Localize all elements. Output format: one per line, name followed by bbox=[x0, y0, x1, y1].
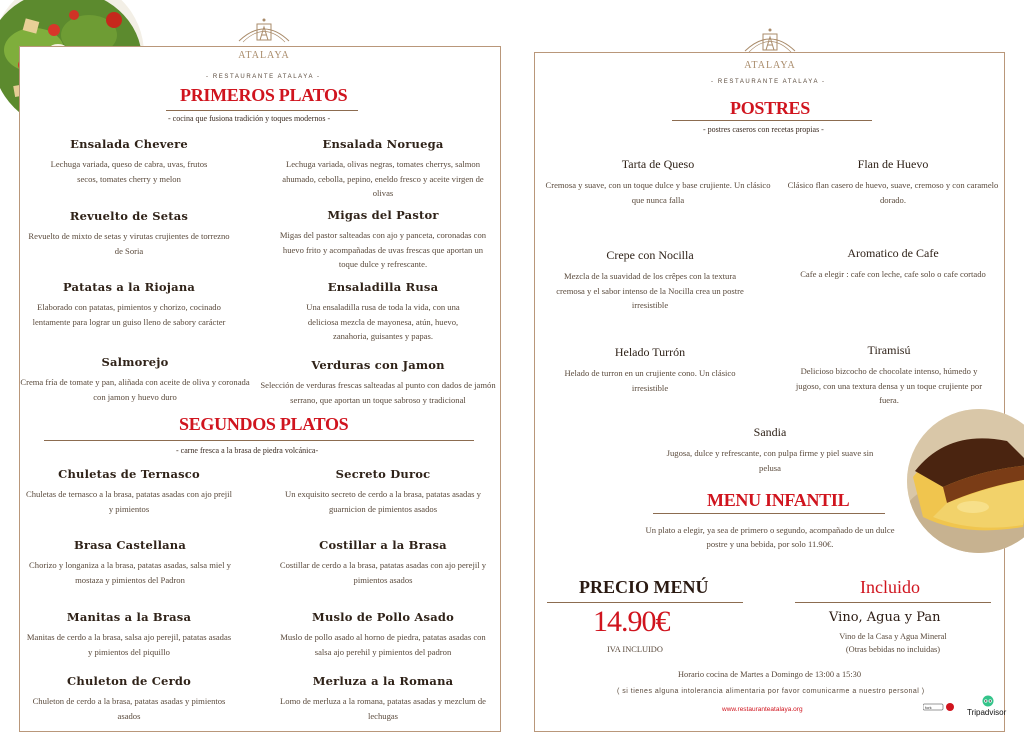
dish-verduras-jamon bbox=[260, 358, 496, 407]
dish-name: Muslo de Pollo Asado bbox=[312, 610, 454, 624]
dish-salmorejo bbox=[20, 355, 250, 404]
infantil-title: MENU INFANTIL bbox=[707, 490, 850, 510]
precio-value: 14.90€ bbox=[593, 605, 670, 638]
dish-description: Lechuga variada, queso de cabra, uvas, frutos secos, tomates cherry y melon bbox=[50, 159, 208, 184]
dish-manitas-brasa bbox=[24, 610, 234, 659]
infantil-text: Un plato a elegir, ya sea de primero o segundo, acompañado de un dulce postre y una bebida, por solo 11.90€. bbox=[645, 525, 895, 549]
dish-name: Flan de Huevo bbox=[857, 157, 929, 171]
dish-description: Mezcla de la suavidad de los crêpes con la textura cremosa y el sabor intenso de la Nocilla crea un postre irresistible bbox=[556, 271, 744, 310]
dish-name: Chuleton de Cerdo bbox=[67, 674, 191, 688]
dish-description: Costillar de cerdo a la brasa, patatas asadas con ajo perejil y pimientos asados bbox=[279, 560, 487, 585]
restaurant-tagline: - RESTAURANTE ATALAYA - bbox=[206, 74, 321, 80]
dish-name: Merluza a la Romana bbox=[312, 674, 454, 688]
dish-description: Helado de turron en un crujiente cono. Un clásico irresistible bbox=[564, 368, 736, 393]
dish-name: Sandia bbox=[753, 425, 787, 439]
dish-name: Chuletas de Ternasco bbox=[58, 467, 200, 481]
incluido-title: Incluido bbox=[860, 577, 920, 597]
dish-name: Ensalada Noruega bbox=[322, 137, 444, 151]
dish-description: Clásico flan casero de huevo, suave, cremoso y con caramelo dorado. bbox=[787, 180, 999, 205]
dessert-crepe-nocilla bbox=[549, 248, 751, 313]
dish-description: Migas del pastor salteadas con ajo y panceta, coronadas con huevo frito y acompañadas de uvas frescas que aportan un toque dulce y refrescante. bbox=[279, 230, 487, 269]
dish-description: Revuelto de mixto de setas y virutas crujientes de torrezno de Soria bbox=[28, 231, 230, 256]
segundos-rule bbox=[44, 440, 474, 441]
segundos-title: SEGUNDOS PLATOS bbox=[179, 414, 349, 434]
cheesecake-photo bbox=[903, 407, 1024, 555]
crest-icon bbox=[233, 15, 295, 45]
tripadvisor-label: Tripadvisor bbox=[967, 708, 1007, 717]
dish-name: Patatas a la Riojana bbox=[62, 280, 196, 294]
alergias-text: ( si tienes alguna intolerancia alimentaria por favor comunicarme a nuestro personal ) bbox=[617, 688, 925, 695]
dish-name: Salmorejo bbox=[101, 355, 169, 369]
dish-chuletas-ternasco bbox=[24, 467, 234, 516]
dish-ensalada-noruega bbox=[276, 137, 490, 201]
restaurant-tagline: - RESTAURANTE ATALAYA - bbox=[711, 79, 826, 85]
dish-ensaladilla-rusa bbox=[276, 280, 490, 344]
segundos-subtitle: - carne fresca a la brasa de piedra volcánica- bbox=[176, 446, 319, 455]
dish-name: Costillar a la Brasa bbox=[319, 538, 447, 552]
dish-name: Ensaladilla Rusa bbox=[327, 280, 439, 294]
dish-name: Crepe con Nocilla bbox=[606, 248, 694, 262]
svg-text:fork: fork bbox=[925, 705, 932, 710]
dish-name: Revuelto de Setas bbox=[69, 209, 189, 223]
precio-title: PRECIO MENÚ bbox=[579, 577, 709, 597]
dish-description: Muslo de pollo asado al horno de piedra, patatas asadas con salsa ajo perehil y pimientos del padron bbox=[280, 632, 486, 657]
crest-icon bbox=[739, 25, 801, 55]
dish-name: Ensalada Chevere bbox=[70, 137, 188, 151]
dish-name: Manitas a la Brasa bbox=[66, 610, 192, 624]
logo-wordmark: ATALAYA bbox=[744, 60, 796, 71]
dish-name: Migas del Pastor bbox=[327, 208, 439, 222]
incluido-drinks: Vino, Agua y Pan bbox=[829, 610, 941, 625]
dessert-sandia bbox=[655, 425, 885, 475]
dish-name: Secreto Duroc bbox=[335, 467, 431, 481]
tripadvisor-icon bbox=[981, 695, 995, 707]
dish-name: Tiramisú bbox=[867, 343, 911, 357]
primeros-title: PRIMEROS PLATOS bbox=[180, 85, 348, 105]
infantil-rule bbox=[653, 513, 885, 514]
dish-revuelto-setas bbox=[24, 209, 234, 258]
dish-description: Crema fría de tomate y pan, aliñada con aceite de oliva y coronada con jamon y huevo duro bbox=[20, 377, 250, 402]
thefork-badge-icon bbox=[923, 701, 957, 713]
dish-description: Delicioso bizcocho de chocolate intenso, húmedo y jugoso, con una textura densa y un toque crujiente por fuera. bbox=[795, 366, 983, 405]
infantil-description bbox=[645, 523, 895, 551]
menu-page-left bbox=[19, 46, 501, 732]
dish-description: Chuleton de cerdo a la brasa, patatas asadas y pimientos asados bbox=[32, 696, 226, 721]
dish-name: Verduras con Jamon bbox=[311, 358, 445, 372]
logo-wordmark: ATALAYA bbox=[238, 50, 290, 61]
dish-description: Elaborado con patatas, pimientos y chorizo, cocinado lentamente para lograr un guiso lleno de sabory carácter bbox=[32, 302, 226, 327]
dish-description: Chuletas de ternasco a la brasa, patatas asadas con ajo prejil y pimientos bbox=[26, 489, 232, 514]
menu-page-right bbox=[534, 52, 1005, 732]
incluido-line2: (Otras bebidas no incluidas) bbox=[845, 645, 941, 654]
dish-chuleton-cerdo bbox=[24, 674, 234, 723]
dessert-helado-turron bbox=[555, 345, 745, 395]
primeros-subtitle: - cocina que fusiona tradición y toques modernos - bbox=[168, 114, 331, 123]
dish-description: Manitas de cerdo a la brasa, salsa ajo perejil, patatas asadas y pimientos del piquillo bbox=[26, 632, 232, 657]
website-link[interactable]: www.restauranteatalaya.org bbox=[722, 706, 803, 713]
precio-rule bbox=[547, 602, 743, 603]
atalaya-logo bbox=[739, 25, 801, 71]
dish-description: Cafe a elegir : cafe con leche, cafe solo o cafe cortado bbox=[800, 269, 986, 279]
dish-secreto-duroc bbox=[276, 467, 490, 516]
dish-name: Brasa Castellana bbox=[73, 538, 187, 552]
dessert-tarta-queso bbox=[543, 157, 773, 207]
incluido-line1: Vino de la Casa y Agua Mineral bbox=[839, 632, 947, 641]
primeros-rule bbox=[166, 110, 358, 111]
dish-migas-pastor bbox=[276, 208, 490, 272]
dessert-flan-huevo bbox=[787, 157, 999, 207]
dish-ensalada-chevere bbox=[24, 137, 234, 186]
dessert-aromatico-cafe bbox=[787, 246, 999, 282]
atalaya-logo bbox=[233, 15, 295, 61]
dish-description: Lomo de merluza a la romana, patatas asadas y mezclum de lechugas bbox=[280, 696, 486, 721]
precio-note: IVA INCLUIDO bbox=[607, 645, 663, 654]
dish-name: Tarta de Queso bbox=[621, 157, 695, 171]
dish-description: Una ensaladilla rusa de toda la vida, con una deliciosa mezcla de mayonesa, atún, huevo, zanahoria, guisantes y papas. bbox=[306, 302, 460, 341]
dish-description: Un exquisito secreto de cerdo a la brasa, patatas asadas y guarnicion de pimientos asados bbox=[285, 489, 481, 514]
dish-description: Chorizo y longaniza a la brasa, patatas asadas, salsa miel y mostaza y pimientos del Padron bbox=[29, 560, 231, 585]
incluido-rule bbox=[795, 602, 991, 603]
dessert-tiramisu bbox=[789, 343, 989, 408]
dish-merluza-romana bbox=[276, 674, 490, 723]
postres-rule bbox=[672, 120, 872, 121]
dish-patatas-riojana bbox=[24, 280, 234, 329]
dish-name: Aromatico de Cafe bbox=[847, 246, 939, 260]
dish-brasa-castellana bbox=[22, 538, 238, 587]
horario-text: Horario cocina de Martes a Domingo de 13:00 a 15:30 bbox=[678, 670, 862, 679]
dish-description: Lechuga variada, olivas negras, tomates cherrys, salmon ahumado, cebolla, pepino, eneldo fresco y aceite virgen de olivas bbox=[282, 159, 484, 198]
postres-subtitle: - postres caseros con recetas propias - bbox=[703, 125, 824, 134]
dish-description: Jugosa, dulce y refrescante, con pulpa firme y piel suave sin pelusa bbox=[666, 448, 874, 473]
dish-muslo-pollo bbox=[276, 610, 490, 659]
dish-name: Helado Turrón bbox=[614, 345, 686, 359]
postres-title: POSTRES bbox=[730, 98, 810, 118]
dish-costillar-brasa bbox=[276, 538, 490, 587]
dish-description: Selección de verduras frescas salteadas al punto con dados de jamón serrano, que aportan un toque sabroso y tradicional bbox=[260, 380, 496, 405]
dish-description: Cremosa y suave, con un toque dulce y base crujiente. Un clásico que nunca falla bbox=[545, 180, 771, 205]
